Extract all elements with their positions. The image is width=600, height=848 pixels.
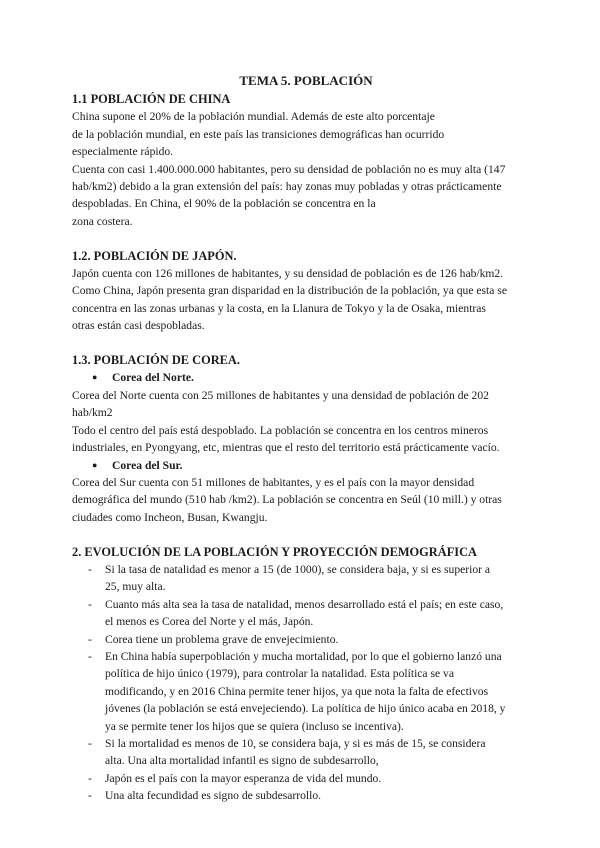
list-item-text xyxy=(105,561,540,596)
text-line: Corea tiene un problema grave de envejecimiento. xyxy=(105,632,339,646)
list-item-text xyxy=(105,735,540,770)
list-item-text xyxy=(105,631,540,648)
text-line: el menos es Corea del Norte y el más, Japón. xyxy=(105,615,314,629)
text-line: ciudades como Incheon, Busan, Kwangju. xyxy=(72,510,268,524)
list-item xyxy=(72,787,540,804)
text-line: China supone el 20% de la población mundial. Además de este alto porcentaje xyxy=(72,110,435,124)
list-item-text xyxy=(105,648,540,735)
text-line: jóvenes (la población se está envejeciendo). La política de hijo único acaba en 2018, y xyxy=(105,702,506,716)
text-line: Corea del Sur cuenta con 51 millones de habitantes, y es el país con la mayor densidad xyxy=(72,475,475,489)
list-item-text xyxy=(105,787,540,804)
text-line: Corea del Norte cuenta con 25 millones de habitantes y una densidad de población de 202 xyxy=(72,388,489,402)
text-line: Cuanto más alta sea la tasa de natalidad, menos desarrollado está el país; en este caso, xyxy=(105,597,504,611)
japon-paragraph xyxy=(72,265,540,335)
text-line: 25, muy alta. xyxy=(105,580,166,594)
text-line: política de hijo único (1979), para controlar la natalidad. Esta política se va xyxy=(105,667,454,681)
section-heading-corea: 1.3. POBLACIÓN DE COREA. xyxy=(72,353,240,368)
text-line: Si la mortalidad es menos de 10, se considera baja, y si es más de 15, se considera xyxy=(105,736,486,750)
dash-bullet-icon: - xyxy=(88,736,92,750)
bullet-corea-sur xyxy=(72,457,540,474)
dash-bullet-icon: - xyxy=(88,597,92,611)
text-line: Japón es el país con la mayor esperanza de vida del mundo. xyxy=(105,771,382,785)
text-line: otras están casi despobladas. xyxy=(72,319,205,333)
text-line: Todo el centro del país está despoblado. La población se concentra en los centros mineros xyxy=(72,423,489,437)
text-line: ya se permite tener los hijos que se quiera (incluso se incentiva). xyxy=(105,719,404,733)
document-title: TEMA 5. POBLACIÓN xyxy=(239,73,373,88)
text-line: Si la tasa de natalidad es menor a 15 (de 1000), se considera baja, y si es superior a xyxy=(105,562,491,576)
bullet-corea-norte xyxy=(72,369,540,386)
bullet-dot-icon: ● xyxy=(92,459,98,470)
text-line: modificando, y en 2016 China permite tener hijos, ya que nota la falta de efectivos xyxy=(105,684,489,698)
dash-bullet-icon: - xyxy=(88,562,92,576)
bullet-label: Corea del Norte. xyxy=(112,371,194,385)
dash-list xyxy=(72,561,540,805)
bullet-dot-icon: ● xyxy=(92,372,98,383)
dash-bullet-icon: - xyxy=(88,649,92,663)
text-line: hab/km2) debido a la gran extensión del país: hay zonas muy pobladas y otras prácticamente xyxy=(72,180,502,194)
text-line: despobladas. En China, el 90% de la población se concentra en la xyxy=(72,197,376,211)
list-item xyxy=(72,596,540,631)
text-line: industriales, en Pyongyang, etc, mientras que el resto del territorio está prácticamente vacío. xyxy=(72,441,500,455)
list-item-text xyxy=(105,596,540,631)
section-heading-japon: 1.2. POBLACIÓN DE JAPÓN. xyxy=(72,248,237,263)
list-item xyxy=(72,631,540,648)
text-line: Como China, Japón presenta gran disparidad en la distribución de la población, ya que esta se xyxy=(72,284,507,298)
text-line: zona costera. xyxy=(72,214,133,228)
text-line: alta. Una alta mortalidad infantil es signo de subdesarrollo, xyxy=(105,754,379,768)
text-line: de la población mundial, en este país las transiciones demográficas han ocurrido xyxy=(72,127,445,141)
text-line: demográfica del mundo (510 hab /km2). La población se concentra en Seúl (10 mill.) y otras xyxy=(72,493,502,507)
corea-norte-paragraph xyxy=(72,387,540,457)
text-line: Una alta fecundidad es signo de subdesarrollo. xyxy=(105,789,322,803)
text-line: concentra en las zonas urbanas y la costa, en la Llanura de Tokyo y la de Osaka, mientras xyxy=(72,301,486,315)
list-item xyxy=(72,770,540,787)
dash-bullet-icon: - xyxy=(88,632,92,646)
list-item xyxy=(72,648,540,735)
dash-bullet-icon: - xyxy=(88,771,92,785)
dash-bullet-icon: - xyxy=(88,789,92,803)
china-paragraph xyxy=(72,108,540,230)
list-item-text xyxy=(105,770,540,787)
text-line: Cuenta con casi 1.400.000.000 habitantes, pero su densidad de población no es muy alta (147 xyxy=(72,162,506,176)
corea-sur-paragraph xyxy=(72,474,540,526)
text-line: Japón cuenta con 126 millones de habitantes, y su densidad de población es de 126 hab/km2. xyxy=(72,267,504,281)
text-line: especialmente rápido. xyxy=(72,145,174,159)
section-heading-china: 1.1 POBLACIÓN DE CHINA xyxy=(72,92,231,106)
text-line: hab/km2 xyxy=(72,406,113,420)
section-heading-evolucion: 2. EVOLUCIÓN DE LA POBLACIÓN Y PROYECCIÓN DEMOGRÁFICA xyxy=(72,544,477,559)
list-item xyxy=(72,561,540,596)
list-item xyxy=(72,735,540,770)
text-line: En China había superpoblación y mucha mortalidad, por lo que el gobierno lanzó una xyxy=(105,649,502,663)
bullet-label: Corea del Sur. xyxy=(112,458,183,472)
